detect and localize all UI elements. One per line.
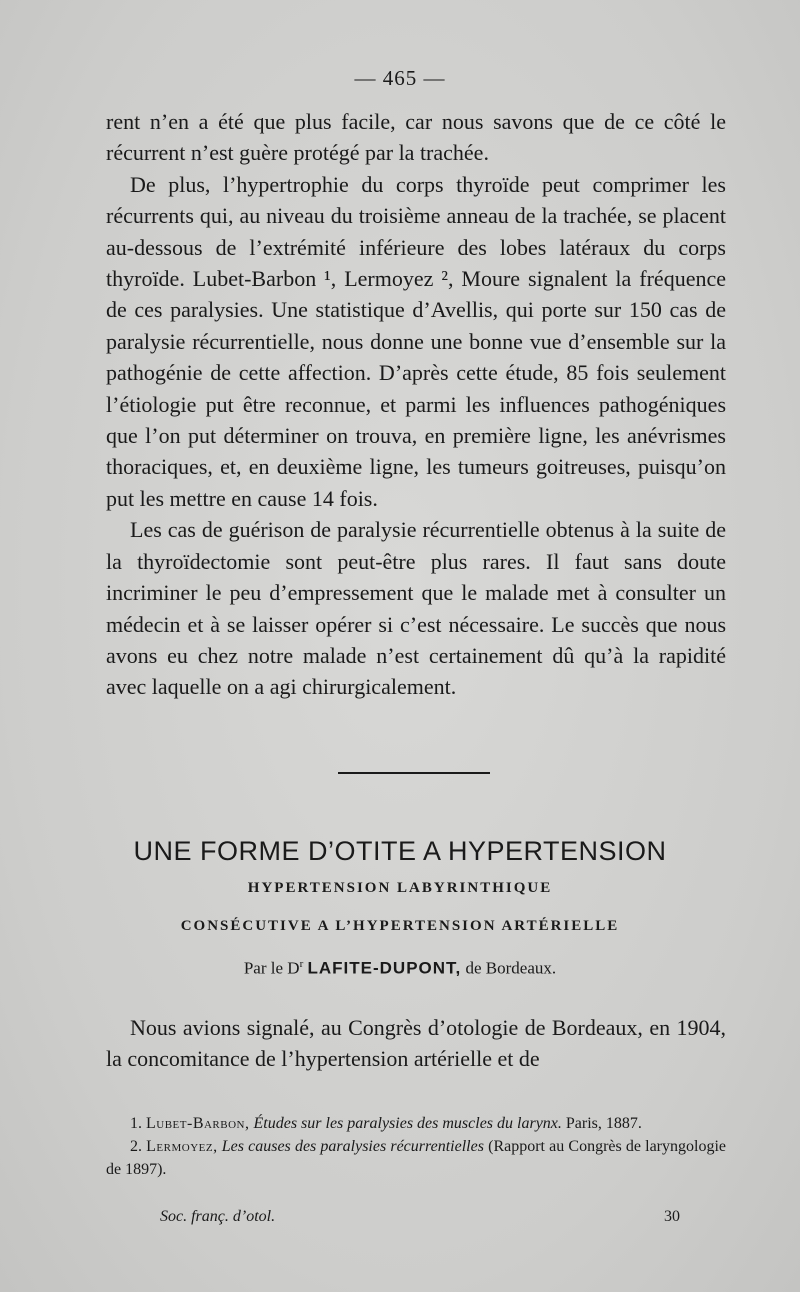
article-subtitle-1: HYPERTENSION LABYRINTHIQUE	[247, 880, 553, 896]
top-text-block	[106, 106, 726, 703]
footer-signature: Soc. franç. d’otol.	[160, 1208, 276, 1225]
footnote-2-title: Les causes des paralysies récurrentielles	[221, 1138, 484, 1155]
footnote-1-title: Études sur les paralysies des muscles du larynx.	[253, 1115, 562, 1132]
article-title: UNE FORME D’OTITE A HYPERTENSION	[133, 836, 667, 866]
page-number: — 465 —	[354, 66, 446, 90]
byline-suffix: de Bordeaux.	[465, 958, 557, 978]
footnote-1-num: 1.	[130, 1115, 142, 1132]
footnote-2	[106, 1135, 726, 1181]
footnotes	[106, 1112, 726, 1181]
author-name: LAFITE-DUPONT,	[307, 958, 462, 978]
footnote-2-num: 2.	[130, 1138, 142, 1155]
article-intro: Nous avions signalé, au Congrès d’otologie de Bordeaux, en 1904, la concomitance de l’hypertension artérielle et de	[106, 1015, 726, 1072]
paragraph-3: Les cas de guérison de paralysie récurrentielle obtenus à la suite de la thyroïdectomie sont peut-être plus rares. Il faut sans doute incriminer le peu d’empressement que le malade met à consulter un médecin et à se laisser opérer si c’est nécessaire. Le succès que nous avons eu chez notre malade n’est certainement dû qu’à la rapidité avec laquelle on a agi chirurgicalement.	[106, 517, 726, 700]
footnote-2-rest: (Rapport au Congrès de laryngologie de 1897).	[106, 1138, 726, 1178]
section-divider	[338, 772, 490, 774]
article-intro-block	[106, 1012, 726, 1075]
footnote-1	[106, 1112, 726, 1135]
paragraph-2: De plus, l’hypertrophie du corps thyroïde peut comprimer les récurrents qui, au niveau du troisième anneau de la trachée, se placent au-dessous de l’extrémité inférieure des lobes latéraux du corps thyroïde. Lubet-Barbon ¹, Lermoyez ², Moure signalent la fréquence de ces paralysies. Une statistique d’Avellis, qui porte sur 150 cas de paralysie récurrentielle, nous donne une bonne vue d’ensemble sur la pathogénie de cette affection. D’après cette étude, 85 fois seulement l’étiologie put être reconnue, et parmi les influences pathogéniques que l’on put déterminer on trouva, en première ligne, les anévrismes thoraciques, et, en deuxième ligne, les tumeurs goitreuses, puisqu’on put les mettre en cause 14 fois.	[106, 171, 726, 511]
footnote-1-rest: Paris, 1887.	[565, 1115, 642, 1132]
footnote-1-author: Lubet-Barbon,	[146, 1115, 250, 1132]
byline-sup: r	[299, 958, 304, 970]
byline-prefix: Par le D	[243, 958, 300, 978]
article-byline	[0, 958, 800, 979]
footer-sheet-number: 30	[664, 1208, 680, 1225]
footnote-2-author: Lermoyez,	[146, 1138, 218, 1155]
paragraph-1: rent n’en a été que plus facile, car nous savons que de ce côté le récurrent n’est guère protégé par la trachée.	[106, 109, 726, 166]
article-subtitle-2: CONSÉCUTIVE A L’HYPERTENSION ARTÉRIELLE	[180, 918, 620, 934]
page-footer	[160, 1208, 680, 1226]
